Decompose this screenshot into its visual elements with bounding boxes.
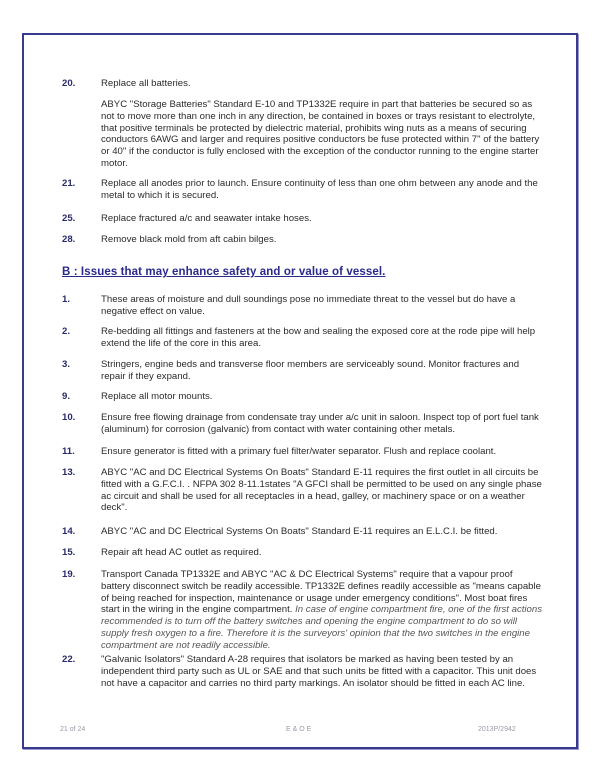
list-item [62, 391, 542, 403]
list-item [62, 547, 542, 559]
item-text: Ensure generator is fitted with a primary fuel filter/water separator. Flush and replace coolant. [101, 446, 497, 457]
item-text-italic: In case of engine compartment fire, one of the first actions recommended is to turn off the battery switches and opening the engine compartment to do so will supply fresh oxygen to a fire. Therefore it is the surveyors' opinion that the two switches in the engine compartment are not readily accessible. [101, 604, 543, 651]
item-number: 1. [62, 294, 71, 305]
item-text: Stringers, engine beds and transverse floor members are serviceably sound. Monitor fractures and repair if they expand. [101, 359, 520, 382]
item-number: 20. [62, 78, 76, 89]
item-text: ABYC "AC and DC Electrical Systems On Boats" Standard E-11 requires an E.L.C.I. be fitted. [101, 526, 498, 537]
item-text: Replace all batteries. [101, 78, 191, 89]
list-item [62, 234, 542, 246]
list-item [62, 326, 542, 350]
item-number: 2. [62, 326, 71, 337]
item-number: 28. [62, 234, 76, 245]
list-item [62, 446, 542, 458]
item-text-plain: Transport Canada TP1332E and ABYC "AC & DC Electrical Systems" require that a vapour proof battery disconnect switch be readily accessible. TP1332E defines readily accessible as "means capable of being reached for inspection, maintenance or usage under emergency conditions". Most boat fires start in the wiring in the engine compartment. [101, 569, 541, 616]
item-number: 3. [62, 359, 71, 370]
list-item [62, 412, 542, 436]
item-number: 22. [62, 654, 76, 665]
item-text [101, 569, 542, 652]
item-text: These areas of moisture and dull soundings pose no immediate threat to the vessel but do have a negative effect on value. [101, 294, 516, 317]
item-text: Replace all anodes prior to launch. Ensure continuity of less than one ohm between any anode and the metal to which it is secured. [101, 178, 538, 201]
batteries-note: ABYC "Storage Batteries" Standard E-10 and TP1332E require in part that batteries be secured so as not to move more than one inch in any direction, be contained in boxes or trays resistant to electrolyte, that positive terminals be protected by dielectric material, prohibits wing nuts as a means of securing conductors 6AWG and larger and requires positive conductors be fuse protected within 7" of the battery or 40" if the conductor is fully enclosed with the exception of the conductor running to the engine starter motor. [101, 99, 540, 169]
item-text: ABYC "AC and DC Electrical Systems On Boats" Standard E-11 requires the first outlet in all circuits be fitted with a G.F.C.I. . NFPA 302 8-11.1states "A GFCI shall be permitted to be used on any single phase ac circuit and shall be used for all receptacles in a head, galley, or machinery space or on a weather deck". [101, 467, 542, 514]
page-number: 21 of 24 [60, 726, 86, 733]
list-item [62, 294, 542, 318]
item-text: Re-bedding all fittings and fasteners at the bow and sealing the exposed core at the rode pipe will help extend the life of the core in this area. [101, 326, 536, 349]
item-number: 19. [62, 569, 76, 580]
footer-disclaimer: E & O E [286, 726, 312, 733]
list-item [62, 78, 542, 90]
list-item [62, 569, 542, 652]
item-text: Ensure free flowing drainage from condensate tray under a/c unit in saloon. Inspect top of port fuel tank (aluminum) for corrosion (galvanic) from contact with water containing other metals. [101, 412, 539, 435]
section-b-heading: B : Issues that may enhance safety and or value of vessel. [62, 266, 386, 278]
item-text: Remove black mold from aft cabin bilges. [101, 234, 277, 245]
item-number: 25. [62, 213, 76, 224]
item-number: 10. [62, 412, 76, 423]
item-number: 21. [62, 178, 76, 189]
item-text: Replace fractured a/c and seawater intake hoses. [101, 213, 312, 224]
item-number: 14. [62, 526, 76, 537]
report-reference: 2013P/2942 [478, 726, 516, 733]
list-item [62, 213, 542, 225]
item-number: 11. [62, 446, 75, 457]
item-number: 9. [62, 391, 71, 402]
list-item [62, 178, 542, 202]
list-item [62, 359, 542, 383]
item-text: Repair aft head AC outlet as required. [101, 547, 262, 558]
list-item [62, 654, 542, 689]
item-number: 13. [62, 467, 76, 478]
list-item [62, 526, 542, 538]
item-text: Replace all motor mounts. [101, 391, 213, 402]
item-number: 15. [62, 547, 76, 558]
item-text: "Galvanic Isolators" Standard A-28 requires that isolators be marked as having been tested by an independent third party such as UL or SAE and that such units be fitted with a capacitor. This unit does not have a capacitor and carries no third party markings. An isolator should be fitted in each AC line. [101, 654, 537, 689]
list-item [62, 467, 542, 514]
